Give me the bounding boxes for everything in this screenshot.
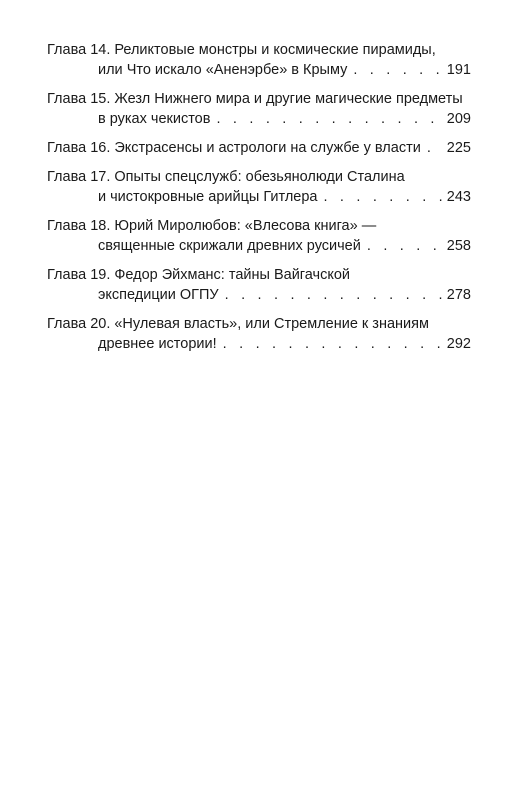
chapter-number: Глава 14. [47,42,111,58]
toc-entry-first-line [47,216,471,236]
page-number: 292 [446,336,471,352]
chapter-number: Глава 20. [47,316,111,332]
table-of-contents [47,40,471,363]
toc-entry-chapter-18[interactable] [47,216,471,256]
chapter-title-line1: Юрий Миролюбов: «Влесова книга» — [114,218,377,234]
toc-entry-chapter-20[interactable] [47,314,471,354]
chapter-number: Глава 16. [47,140,111,156]
toc-entry-chapter-19[interactable] [47,265,471,305]
toc-entry-last-line [47,334,471,354]
chapter-title-line2: древнее истории! [98,336,217,352]
toc-entry-chapter-14[interactable] [47,40,471,80]
dot-leader [216,109,443,129]
dot-leader [367,236,444,256]
page-number: 278 [446,287,471,303]
toc-entry-first-line [47,40,471,60]
chapter-title-text: Экстрасенсы и астрологи на службе у власти [114,140,421,156]
page-number: 258 [446,238,471,254]
chapter-title-line2: священные скрижали древних русичей [98,238,361,254]
chapter-title-line1: «Нулевая власть», или Стремление к знаниям [114,316,429,332]
chapter-title-line2: и чистокровные арийцы Гитлера [98,189,318,205]
toc-entry-first-line [47,89,471,109]
dot-leader [427,138,444,158]
chapter-title-line2: или Что искало «Аненэрбе» в Крыму [98,62,348,78]
toc-entry-last-line [47,187,471,207]
chapter-title-line1: Федор Эйхманс: тайны Вайгачской [114,267,350,283]
chapter-title-line1: Опыты спецслужб: обезьянолюди Сталина [114,169,405,185]
chapter-title-line2: в руках чекистов [98,111,211,127]
chapter-title-line1: Жезл Нижнего мира и другие магические предметы [114,91,463,107]
toc-entry-last-line [47,236,471,256]
dot-leader [353,60,443,80]
chapter-number: Глава 18. [47,218,111,234]
toc-entry-chapter-17[interactable] [47,167,471,207]
toc-entry-first-line [47,314,471,334]
chapter-title-line1: Реликтовые монстры и космические пирамиды, [114,42,436,58]
page-number: 243 [446,189,471,205]
page-number: 209 [446,111,471,127]
toc-entry-last-line [47,285,471,305]
toc-entry-last-line [47,109,471,129]
page-number: 225 [446,140,471,156]
toc-entry-single-line [47,138,471,158]
chapter-number: Глава 15. [47,91,111,107]
page-number: 191 [446,62,471,78]
toc-entry-first-line [47,167,471,187]
chapter-number: Глава 17. [47,169,111,185]
chapter-title-line2: экспедиции ОГПУ [98,287,219,303]
chapter-title-line1 [47,138,421,158]
dot-leader [323,187,443,207]
toc-entry-chapter-16[interactable] [47,138,471,158]
dot-leader [225,285,444,305]
chapter-number: Глава 19. [47,267,111,283]
toc-entry-first-line [47,265,471,285]
dot-leader [223,334,444,354]
toc-entry-chapter-15[interactable] [47,89,471,129]
toc-entry-last-line [47,60,471,80]
